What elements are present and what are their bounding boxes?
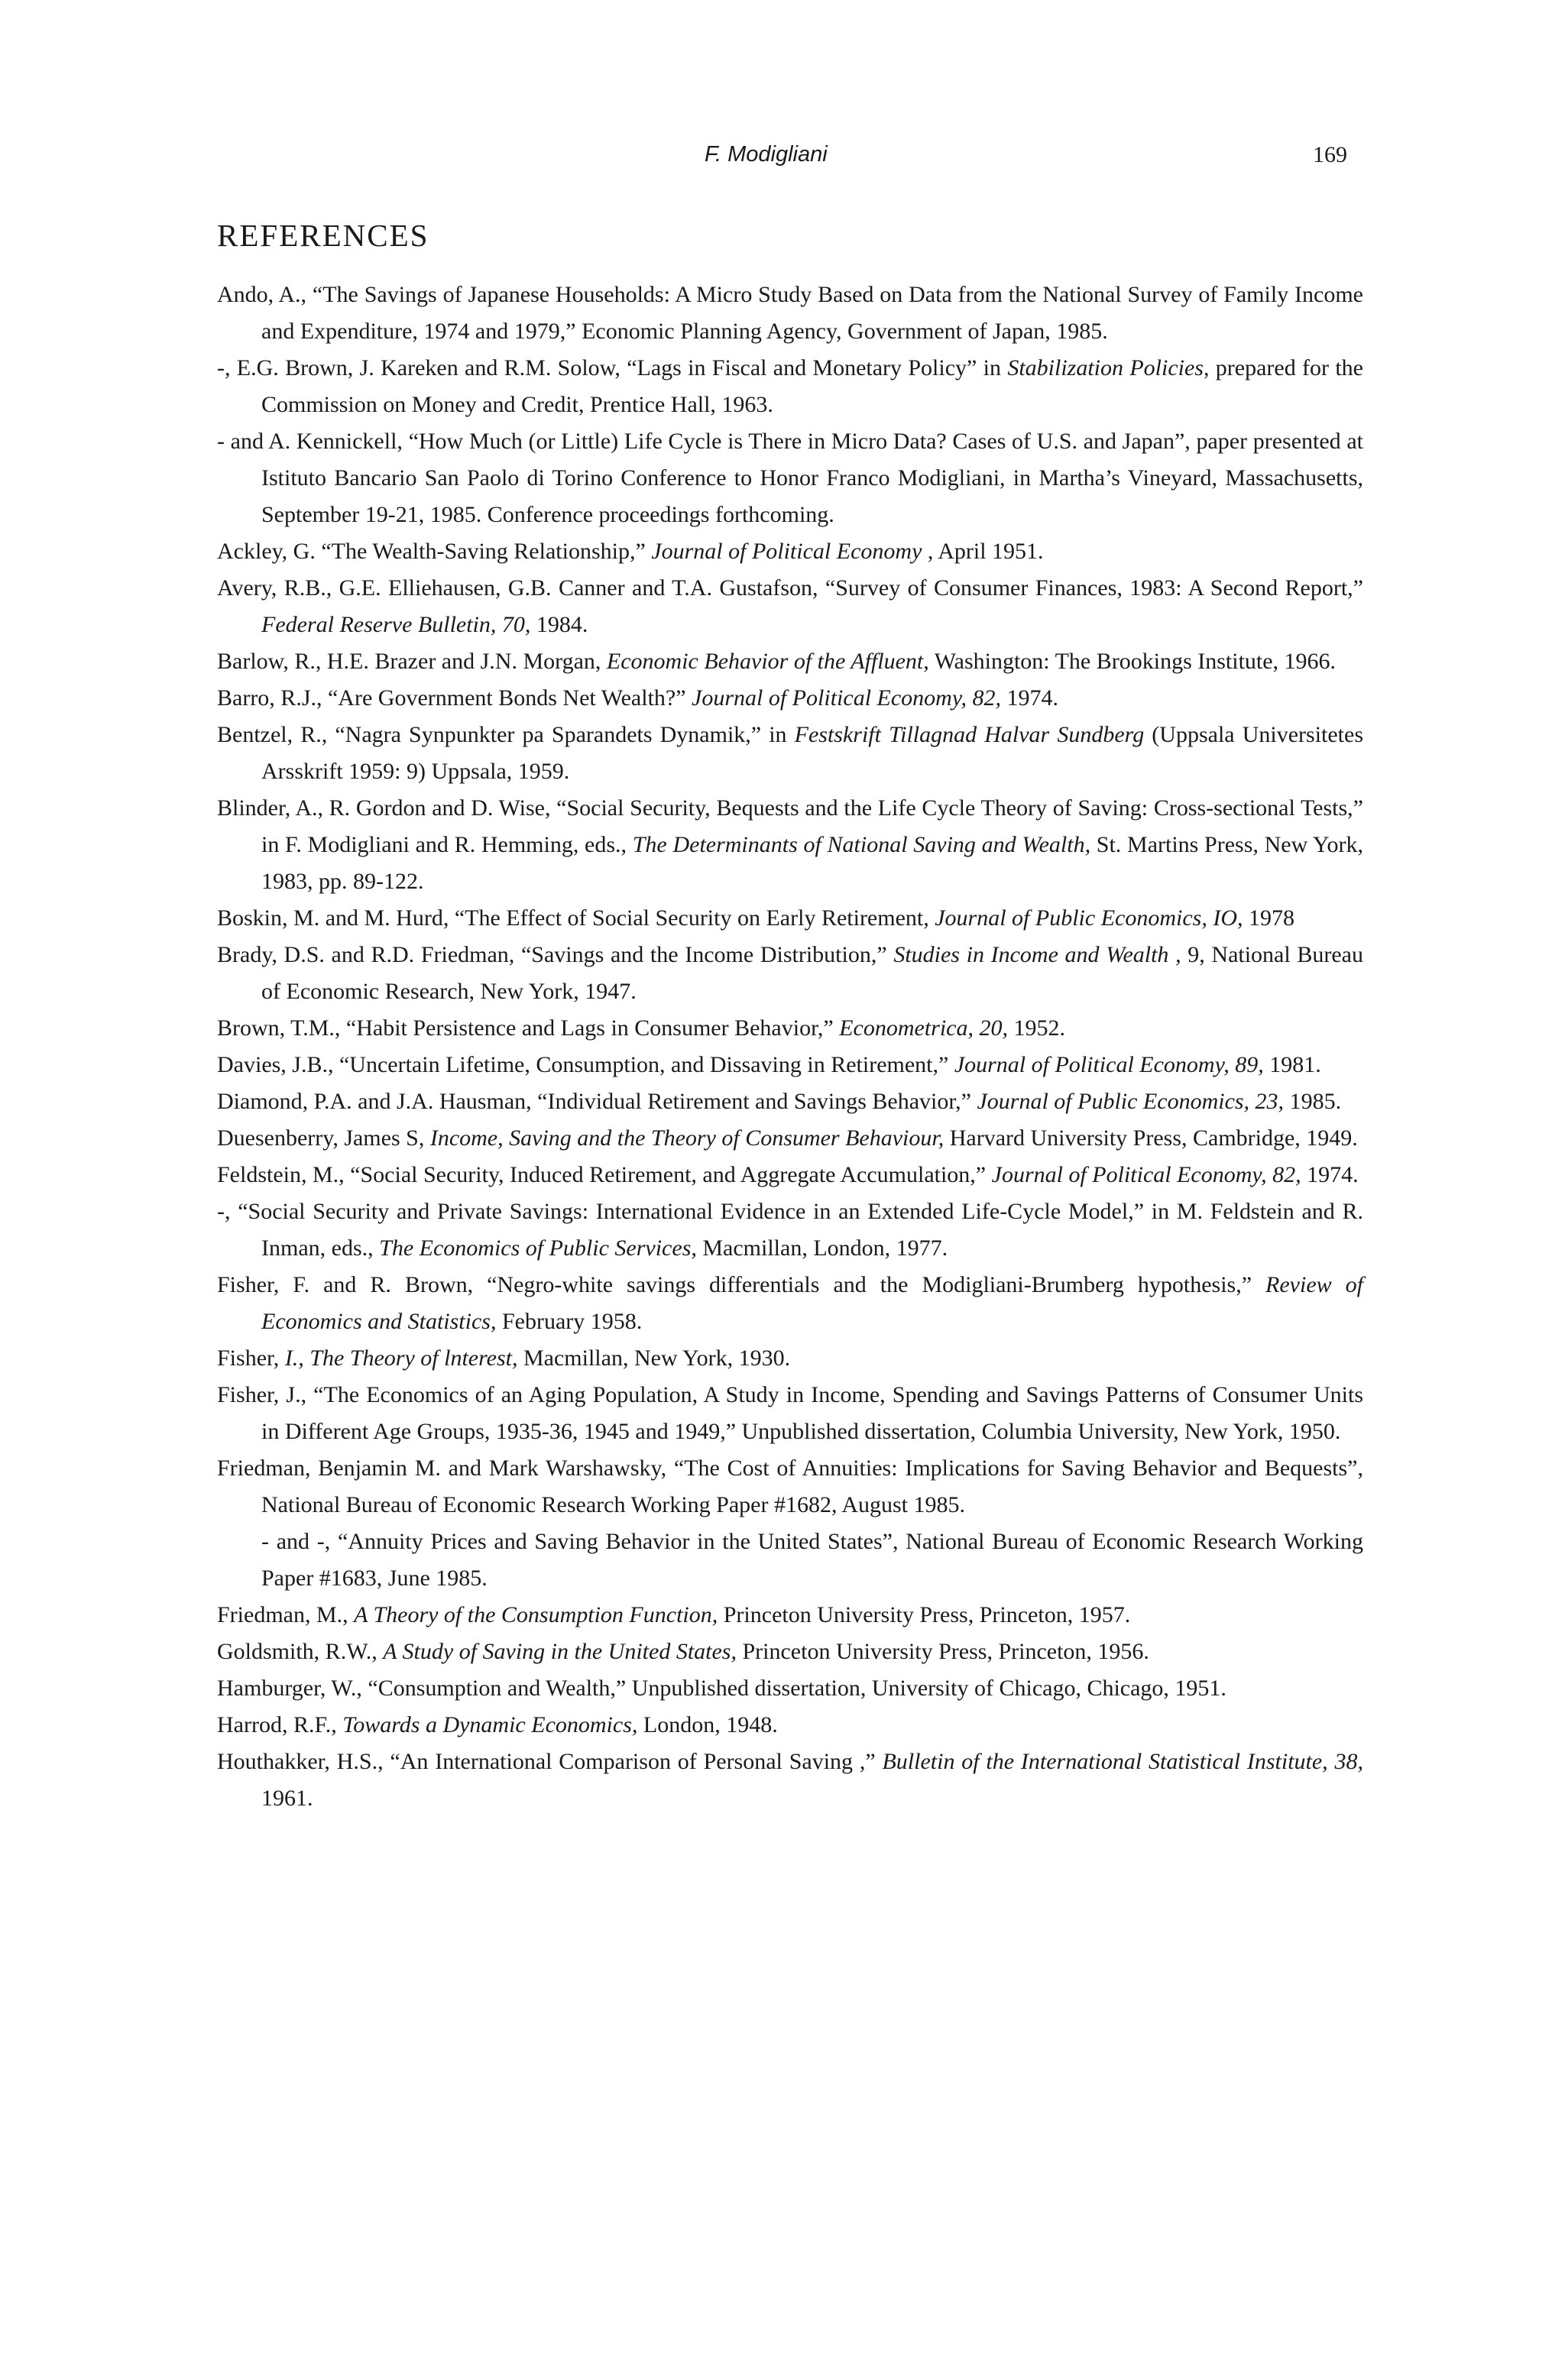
- reference-text: Princeton University Press, Princeton, 1956.: [736, 1639, 1149, 1664]
- reference-text: 1985.: [1284, 1089, 1342, 1114]
- reference-entry: [217, 790, 1363, 900]
- reference-italic-text: Economic Behavior of the Affluent,: [606, 649, 929, 674]
- reference-text: - and -, “Annuity Prices and Saving Behavior in the United States”, National Bureau of Economic Research Working Paper #1683, June 1985.: [261, 1529, 1363, 1591]
- reference-entry: [217, 533, 1363, 570]
- reference-text: February 1958.: [496, 1309, 643, 1334]
- reference-text: Fisher, J., “The Economics of an Aging Population, A Study in Income, Spending and Savings Patterns of Consumer Units in Different Age Groups, 1935-36, 1945 and 1949,” Unpublished dissertation, Columbia University, New York, 1950.: [217, 1382, 1363, 1444]
- reference-italic-text: Journal of Public Economics, 23,: [977, 1089, 1285, 1114]
- reference-text: -, “Social Security and Private Savings: International Evidence in an Extended Life-Cycle Model,” in M. Feldstein and R. Inman, eds.,: [217, 1199, 1363, 1261]
- reference-text: Boskin, M. and M. Hurd, “The Effect of Social Security on Early Retirement,: [217, 905, 935, 931]
- reference-text: (Uppsala Universitetes Arsskrift 1959: 9) Uppsala, 1959.: [261, 722, 1363, 784]
- reference-entry: [217, 717, 1363, 790]
- reference-text: - and A. Kennickell, “How Much (or Little) Life Cycle is There in Micro Data? Cases of U.S. and Japan”, paper presented at Istituto Bancario San Paolo di Torino Conference to Honor Franco Modigliani, in Martha’s Vineyard, Massachusetts, September 19-21, 1985. Conference proceedings forthcoming.: [217, 429, 1363, 527]
- reference-text: Washington: The Brookings Institute, 1966.: [928, 649, 1337, 674]
- reference-entry: [217, 1707, 1363, 1744]
- reference-italic-text: Stabilization Policies: [1007, 355, 1204, 380]
- reference-text: Princeton University Press, Princeton, 1957.: [718, 1602, 1131, 1627]
- reference-text: Hamburger, W., “Consumption and Wealth,” Unpublished dissertation, University of Chicago, Chicago, 1951.: [217, 1676, 1226, 1701]
- reference-italic-text: Studies in Income and Wealth ,: [893, 942, 1181, 967]
- reference-text: Goldsmith, R.W.,: [217, 1639, 384, 1664]
- reference-text: Duesenberry, James S,: [217, 1125, 430, 1151]
- reference-entry: [217, 1377, 1363, 1450]
- reference-text: 1984.: [530, 612, 588, 637]
- reference-italic-text: The Determinants of National Saving and Wealth,: [632, 832, 1091, 857]
- reference-italic-text: Towards a Dynamic Economics,: [342, 1712, 638, 1737]
- reference-text: Friedman, M.,: [217, 1602, 355, 1627]
- reference-text: Blinder, A., R. Gordon and D. Wise, “Social Security, Bequests and the Life Cycle Theory of Saving: Cross-sectional Tests,” in F. Modigliani and R. Hemming, eds.,: [217, 795, 1363, 857]
- reference-text: 1974.: [1301, 1162, 1359, 1187]
- reference-text: Friedman, Benjamin M. and Mark Warshawsky, “The Cost of Annuities: Implications for Saving Behavior and Bequests”, National Bureau of Economic Research Working Paper #1682, August 1985.: [217, 1456, 1363, 1517]
- reference-italic-text: A Theory of the Consumption Function,: [354, 1602, 718, 1627]
- reference-italic-text: Journal of Political Economy: [651, 539, 922, 564]
- reference-list: [217, 277, 1363, 1817]
- reference-text: Ackley, G. “The Wealth-Saving Relationship,”: [217, 539, 652, 564]
- reference-text: Brady, D.S. and R.D. Friedman, “Savings and the Income Distribution,”: [217, 942, 894, 967]
- reference-entry: [217, 1010, 1363, 1047]
- reference-entry: [217, 1450, 1363, 1524]
- reference-text: London, 1948.: [637, 1712, 778, 1737]
- reference-entry: [217, 1670, 1363, 1707]
- reference-text: 1981.: [1263, 1052, 1321, 1077]
- reference-entry: [217, 1634, 1363, 1670]
- page-number: 169: [1313, 142, 1347, 167]
- reference-text: Barro, R.J., “Are Government Bonds Net Wealth?”: [217, 685, 692, 711]
- reference-text: Ando, A., “The Savings of Japanese Households: A Micro Study Based on Data from the National Survey of Family Income and Expenditure, 1974 and 1979,” Economic Planning Agency, Government of Japan, 1985.: [217, 282, 1363, 344]
- reference-text: 1961.: [261, 1786, 313, 1811]
- reference-text: Barlow, R., H.E. Brazer and J.N. Morgan,: [217, 649, 607, 674]
- reference-text: Brown, T.M., “Habit Persistence and Lags in Consumer Behavior,”: [217, 1015, 840, 1041]
- reference-entry: [217, 1120, 1363, 1157]
- reference-italic-text: Income, Saving and the Theory of Consumer Behaviour,: [429, 1125, 945, 1151]
- reference-entry: [217, 1597, 1363, 1634]
- reference-italic-text: Journal of Political Economy, 89,: [954, 1052, 1264, 1077]
- reference-text: Fisher,: [217, 1345, 285, 1371]
- reference-italic-text: Journal of Political Economy, 82,: [991, 1162, 1301, 1187]
- reference-text: Avery, R.B., G.E. Elliehausen, G.B. Canner and T.A. Gustafson, “Survey of Consumer Finances, 1983: A Second Report,”: [217, 575, 1363, 601]
- reference-text: 1952.: [1007, 1015, 1065, 1041]
- reference-entry: [217, 1267, 1363, 1340]
- reference-italic-text: A Study of Saving in the United States,: [383, 1639, 737, 1664]
- reference-entry: [217, 1524, 1363, 1597]
- reference-italic-text: Bulletin of the International Statistical Institute, 38,: [882, 1749, 1363, 1774]
- reference-text: Harrod, R.F.,: [217, 1712, 343, 1737]
- reference-entry: [217, 277, 1363, 350]
- reference-text: Macmillan, New York, 1930.: [517, 1345, 791, 1371]
- reference-text: Fisher, F. and R. Brown, “Negro-white savings differentials and the Modigliani-Brumberg hypothesis,”: [217, 1272, 1266, 1297]
- reference-entry: [217, 1340, 1363, 1377]
- reference-text: Diamond, P.A. and J.A. Hausman, “Individual Retirement and Savings Behavior,”: [217, 1089, 977, 1114]
- reference-text: 1974.: [1001, 685, 1058, 711]
- reference-text: , prepared for the Commission on Money and Credit, Prentice Hall, 1963.: [261, 355, 1363, 417]
- reference-text: Houthakker, H.S., “An International Comparison of Personal Saving ,”: [217, 1749, 883, 1774]
- reference-entry: [217, 570, 1363, 643]
- reference-entry: [217, 680, 1363, 717]
- reference-entry: [217, 1744, 1363, 1817]
- reference-text: Feldstein, M., “Social Security, Induced Retirement, and Aggregate Accumulation,”: [217, 1162, 992, 1187]
- reference-italic-text: Review of Economics and Statistics,: [261, 1272, 1363, 1334]
- running-author: F. Modigliani: [705, 142, 828, 167]
- reference-entry: [217, 900, 1363, 937]
- section-title: REFERENCES: [217, 218, 429, 253]
- reference-text: St. Martins Press, New York, 1983, pp. 89-122.: [261, 832, 1364, 894]
- reference-entry: [217, 1193, 1363, 1267]
- reference-italic-text: Journal of Political Economy, 82,: [692, 685, 1001, 711]
- reference-entry: [217, 1157, 1363, 1193]
- reference-entry: [217, 643, 1363, 680]
- reference-italic-text: Journal of Public Economics, IO,: [935, 905, 1243, 931]
- reference-italic-text: The Economics of Public Services,: [379, 1235, 697, 1261]
- reference-text: Harvard University Press, Cambridge, 1949.: [944, 1125, 1358, 1151]
- reference-italic-text: Federal Reserve Bulletin, 70,: [261, 612, 531, 637]
- reference-text: -, E.G. Brown, J. Kareken and R.M. Solow, “Lags in Fiscal and Monetary Policy” in: [217, 355, 1008, 380]
- reference-text: Macmillan, London, 1977.: [696, 1235, 948, 1261]
- reference-entry: [217, 350, 1363, 423]
- reference-entry: [217, 423, 1363, 533]
- reference-entry: [217, 937, 1363, 1010]
- reference-text: 9, National Bureau of Economic Research, New York, 1947.: [261, 942, 1363, 1004]
- reference-text: Davies, J.B., “Uncertain Lifetime, Consumption, and Dissaving in Retirement,”: [217, 1052, 954, 1077]
- reference-italic-text: Festskrift Tillagnad Halvar Sundberg: [794, 722, 1145, 747]
- running-header: [0, 142, 1565, 173]
- reference-entry: [217, 1047, 1363, 1083]
- reference-text: Bentzel, R., “Nagra Synpunkter pa Sparandets Dynamik,” in: [217, 722, 795, 747]
- reference-italic-text: Econometrica, 20,: [839, 1015, 1008, 1041]
- reference-entry: [217, 1083, 1363, 1120]
- reference-italic-text: I., The Theory of lnterest,: [284, 1345, 518, 1371]
- reference-text: 1978: [1243, 905, 1294, 931]
- reference-text: , April 1951.: [922, 539, 1044, 564]
